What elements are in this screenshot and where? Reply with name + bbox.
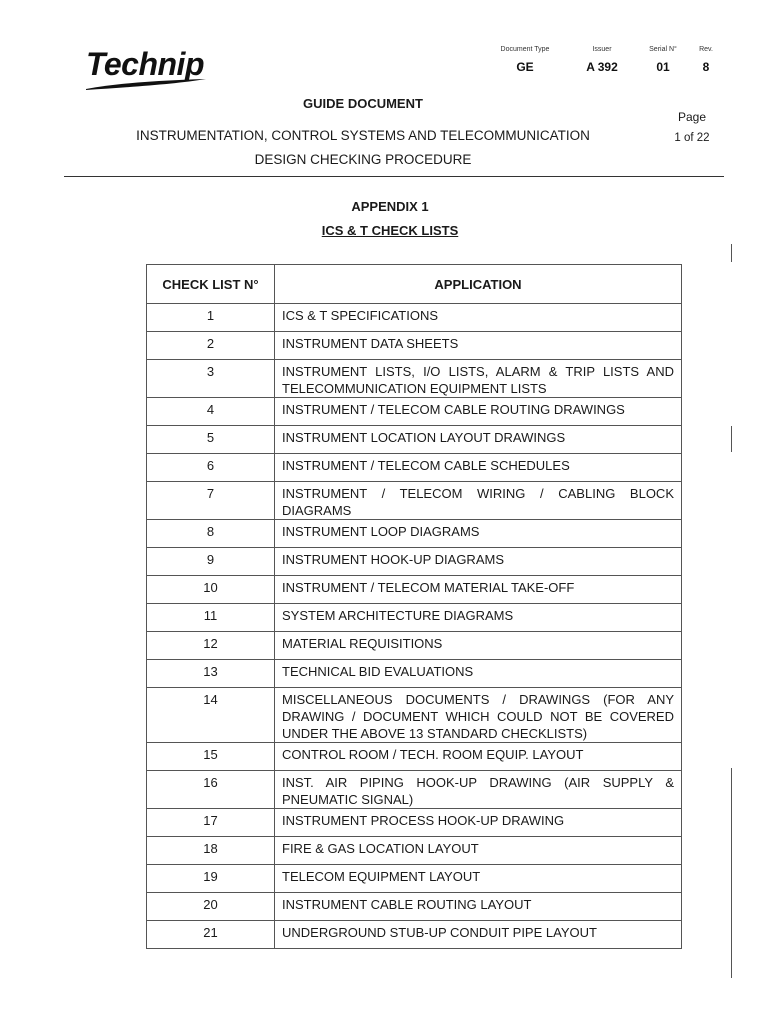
scan-mark xyxy=(731,426,732,452)
logo-swoosh-icon xyxy=(84,78,208,92)
checklist-number: 20 xyxy=(147,893,275,921)
checklist-application: SYSTEM ARCHITECTURE DIAGRAMS xyxy=(275,604,682,632)
page-number: 1 of 22 xyxy=(674,132,710,144)
meta-value: 8 xyxy=(702,60,710,74)
table-row xyxy=(147,360,682,398)
checklist-number: 2 xyxy=(147,332,275,360)
column-header-application: APPLICATION xyxy=(275,265,682,304)
table-row xyxy=(147,604,682,632)
checklist-application: INSTRUMENT DATA SHEETS xyxy=(275,332,682,360)
table-row xyxy=(147,482,682,520)
checklist-number: 3 xyxy=(147,360,275,398)
table-row xyxy=(147,548,682,576)
meta-label: Issuer xyxy=(592,46,612,53)
technip-logo xyxy=(84,44,214,96)
table-row xyxy=(147,426,682,454)
table-row xyxy=(147,304,682,332)
checklist-number: 10 xyxy=(147,576,275,604)
checklist-number: 6 xyxy=(147,454,275,482)
table-row xyxy=(147,837,682,865)
checklist-number: 15 xyxy=(147,743,275,771)
table-header-row xyxy=(147,265,682,304)
checklist-number: 12 xyxy=(147,632,275,660)
checklist-number: 13 xyxy=(147,660,275,688)
meta-label: Document Type xyxy=(500,46,550,53)
column-header-checklist-number: CHECK LIST N° xyxy=(147,265,275,304)
meta-issuer xyxy=(580,46,624,74)
table-row xyxy=(147,332,682,360)
checklist-number: 19 xyxy=(147,865,275,893)
checklist-number: 5 xyxy=(147,426,275,454)
checklist-number: 16 xyxy=(147,771,275,809)
checklist-number: 14 xyxy=(147,688,275,743)
checklist-application: INSTRUMENT LISTS, I/O LISTS, ALARM & TRIP LISTS AND TELECOMMUNICATION EQUIPMENT LISTS xyxy=(275,360,682,398)
meta-serial-number xyxy=(642,46,684,74)
checklist-number: 1 xyxy=(147,304,275,332)
appendix-subtitle xyxy=(290,223,490,238)
page-label: Page xyxy=(677,110,707,124)
checklist-application: TECHNICAL BID EVALUATIONS xyxy=(275,660,682,688)
checklist-application: MISCELLANEOUS DOCUMENTS / DRAWINGS (FOR ANY DRAWING / DOCUMENT WHICH COULD NOT BE COVERED UNDER THE ABOVE 13 STANDARD CHECKLISTS) xyxy=(275,688,682,743)
meta-value: 01 xyxy=(656,60,670,74)
checklist-application: INSTRUMENT / TELECOM WIRING / CABLING BLOCK DIAGRAMS xyxy=(275,482,682,520)
checklist-application: INSTRUMENT / TELECOM CABLE ROUTING DRAWINGS xyxy=(275,398,682,426)
table-row xyxy=(147,632,682,660)
checklist-application: INST. AIR PIPING HOOK-UP DRAWING (AIR SUPPLY & PNEUMATIC SIGNAL) xyxy=(275,771,682,809)
table-row xyxy=(147,893,682,921)
checklist-number: 7 xyxy=(147,482,275,520)
table-row xyxy=(147,688,682,743)
table-row xyxy=(147,576,682,604)
checklist-table xyxy=(146,264,682,949)
checklist-application: UNDERGROUND STUB-UP CONDUIT PIPE LAYOUT xyxy=(275,921,682,949)
document-kind: GUIDE DOCUMENT xyxy=(303,96,423,111)
table-row xyxy=(147,809,682,837)
checklist-application: INSTRUMENT HOOK-UP DIAGRAMS xyxy=(275,548,682,576)
document-title-line2: DESIGN CHECKING PROCEDURE xyxy=(254,152,472,167)
checklist-application: CONTROL ROOM / TECH. ROOM EQUIP. LAYOUT xyxy=(275,743,682,771)
table-row xyxy=(147,520,682,548)
table-row xyxy=(147,454,682,482)
scan-mark xyxy=(731,244,732,262)
checklist-application: INSTRUMENT / TELECOM CABLE SCHEDULES xyxy=(275,454,682,482)
checklist-number: 4 xyxy=(147,398,275,426)
checklist-application: MATERIAL REQUISITIONS xyxy=(275,632,682,660)
meta-value: GE xyxy=(516,60,534,74)
checklist-number: 17 xyxy=(147,809,275,837)
checklist-application: INSTRUMENT / TELECOM MATERIAL TAKE-OFF xyxy=(275,576,682,604)
table-row xyxy=(147,398,682,426)
checklist-number: 8 xyxy=(147,520,275,548)
checklist-number: 18 xyxy=(147,837,275,865)
scan-mark xyxy=(731,768,732,978)
document-title-line1: INSTRUMENTATION, CONTROL SYSTEMS AND TELECOMMUNICATION xyxy=(136,128,590,143)
logo-wordmark: Technip xyxy=(86,46,204,82)
table-row xyxy=(147,771,682,809)
table-row xyxy=(147,921,682,949)
checklist-application: INSTRUMENT CABLE ROUTING LAYOUT xyxy=(275,893,682,921)
meta-revision xyxy=(694,46,718,74)
checklist-number: 11 xyxy=(147,604,275,632)
appendix-title: APPENDIX 1 xyxy=(351,199,429,214)
appendix-subtitle-text: ICS & T CHECK LISTS xyxy=(321,223,459,238)
table-row xyxy=(147,865,682,893)
checklist-application: INSTRUMENT LOCATION LAYOUT DRAWINGS xyxy=(275,426,682,454)
meta-value: A 392 xyxy=(586,60,618,74)
table-row xyxy=(147,743,682,771)
checklist-application: TELECOM EQUIPMENT LAYOUT xyxy=(275,865,682,893)
checklist-application: FIRE & GAS LOCATION LAYOUT xyxy=(275,837,682,865)
checklist-application: INSTRUMENT PROCESS HOOK-UP DRAWING xyxy=(275,809,682,837)
checklist-number: 9 xyxy=(147,548,275,576)
checklist-application: ICS & T SPECIFICATIONS xyxy=(275,304,682,332)
checklist-application: INSTRUMENT LOOP DIAGRAMS xyxy=(275,520,682,548)
header-divider xyxy=(64,176,724,177)
meta-document-type xyxy=(494,46,556,74)
checklist-number: 21 xyxy=(147,921,275,949)
meta-label: Rev. xyxy=(699,46,713,53)
table-row xyxy=(147,660,682,688)
meta-label: Serial N° xyxy=(649,46,677,53)
